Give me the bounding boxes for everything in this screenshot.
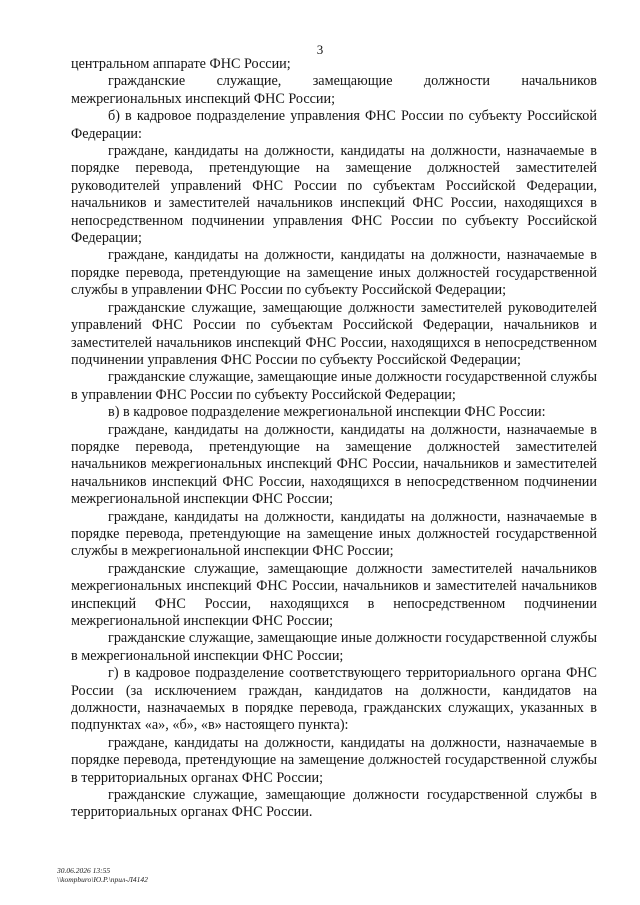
paragraph: граждане, кандидаты на должности, кандидаты на должности, назначаемые в порядке перевода, претендующие на замещение должностей заместителей начальников межрегиональных инспекций ФНС России, начальников и заместителей начальников инспекций ФНС России, находящихся в непосредственном подчинении межрегиональной инспекции ФНС России; [71, 421, 597, 508]
paragraph: гражданские служащие, замещающие иные должности государственной службы в межрегиональной инспекции ФНС России; [71, 630, 597, 664]
paragraph: гражданские служащие, замещающие должности государственной службы в территориальных органах ФНС России. [71, 787, 597, 821]
paragraph: граждане, кандидаты на должности, кандидаты на должности, назначаемые в порядке перевода, претендующие на замещение должностей заместителей руководителей управлений ФНС России по субъектам Российской Федерации, начальников и заместителей начальников инспекций ФНС России, находящихся в непосредственном подчинении управления ФНС России по субъекту Российской Федерации; [71, 143, 597, 247]
paragraph: граждане, кандидаты на должности, кандидаты на должности, назначаемые в порядке перевода, претендующие на замещение иных должностей государственной службы в межрегиональной инспекции ФНС России; [71, 508, 597, 560]
footer-timestamp: 30.06.2026 13:55 [57, 866, 111, 875]
page-number: 3 [316, 42, 324, 57]
paragraph: граждане, кандидаты на должности, кандидаты на должности, назначаемые в порядке перевода, претендующие на замещение иных должностей государственной службы в управлении ФНС России по субъекту Российской Федерации; [71, 247, 597, 299]
subclause-v-heading: в) в кадровое подразделение межрегиональной инспекции ФНС России: [108, 404, 546, 421]
subclause-b-heading: б) в кадровое подразделение управления ФНС России по субъекту Российской Федерации: [71, 108, 597, 142]
paragraph: гражданские служащие, замещающие должности заместителей руководителей управлений ФНС России по субъектам Российской Федерации, начальников и заместителей начальников инспекций ФНС России, находящихся в непосредственном подчинении управления ФНС России по субъекту Российской Федерации; [71, 299, 597, 368]
paragraph: граждане, кандидаты на должности, кандидаты на должности, назначаемые в порядке перевода, претендующие на замещение должностей государственной службы в территориальных органах ФНС России; [71, 734, 597, 786]
document-footer [57, 866, 148, 884]
paragraph-continuation: центральном аппарате ФНС России; [71, 56, 291, 72]
paragraph: гражданские служащие, замещающие должности начальников межрегиональных инспекций ФНС России; [71, 73, 597, 107]
footer-file-path: \\kompburo\Ю.Р.\прил-Л4142 [57, 875, 148, 884]
paragraph: гражданские служащие, замещающие должности заместителей начальников межрегиональных инспекций ФНС России, начальников и заместителей начальников инспекций ФНС России, находящихся в непосредственном подчинении межрегиональной инспекции ФНС России; [71, 560, 597, 629]
document-body [71, 56, 597, 822]
paragraph: гражданские служащие, замещающие иные должности государственной службы в управлении ФНС России по субъекту Российской Федерации; [71, 369, 597, 403]
subclause-g-heading: г) в кадровое подразделение соответствующего территориального органа ФНС России (за исключением граждан, кандидатов на должности, кандидатов на должности, назначаемых в порядке перевода, гражданских служащих, указанных в подпунктах «а», «б», «в» настоящего пункта): [71, 665, 597, 734]
